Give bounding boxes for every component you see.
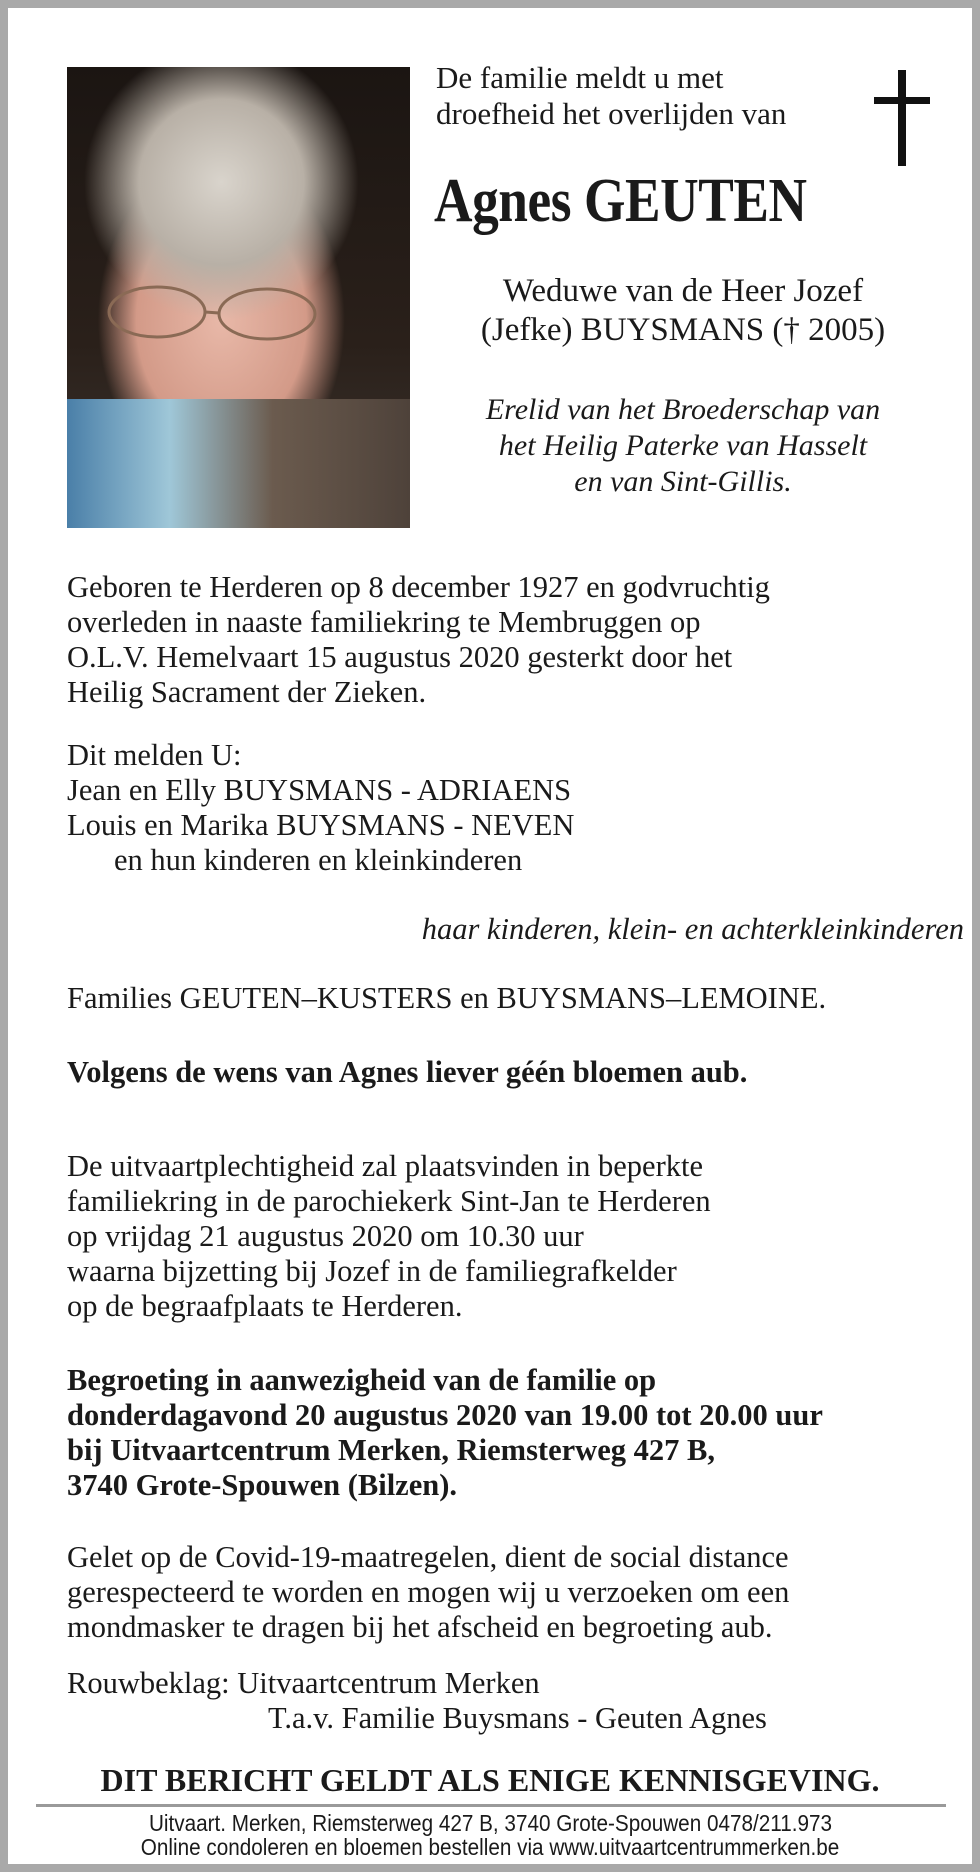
covid-paragraph bbox=[67, 1540, 789, 1645]
text-line: waarna bijzetting bij Jozef in de familiegrafkelder bbox=[67, 1254, 677, 1288]
portrait-photo bbox=[67, 67, 410, 528]
widow-text bbox=[436, 272, 930, 350]
divider bbox=[36, 1804, 946, 1807]
intro-line: De familie meldt u met bbox=[436, 60, 724, 95]
intro-line: droefheid het overlijden van bbox=[436, 96, 787, 131]
families-line: Families GEUTEN–KUSTERS en BUYSMANS–LEMOINE. bbox=[67, 981, 827, 1015]
footer-website-link[interactable]: Online condoleren en bloemen bestellen via www.uitvaartcentrummerken.be bbox=[140, 1834, 840, 1860]
text-line: overleden in naaste familiekring te Membruggen op bbox=[67, 605, 701, 639]
obituary-notice bbox=[8, 8, 972, 1864]
widow-line: (Jefke) BUYSMANS († 2005) bbox=[480, 312, 886, 348]
footer-website[interactable] bbox=[8, 1835, 972, 1859]
text-line: familiekring in de parochiekerk Sint-Jan te Herderen bbox=[67, 1184, 711, 1218]
text-line: T.a.v. Familie Buysmans - Geuten Agnes bbox=[268, 1701, 767, 1735]
honor-line: het Heilig Paterke van Hasselt bbox=[498, 429, 868, 462]
text-line: en hun kinderen en kleinkinderen bbox=[114, 843, 523, 877]
honor-line: Erelid van het Broederschap van bbox=[485, 393, 881, 426]
text-line: op vrijdag 21 augustus 2020 om 10.30 uur bbox=[67, 1219, 584, 1253]
text-line: Rouwbeklag: Uitvaartcentrum Merken bbox=[67, 1666, 540, 1700]
text-line: bij Uitvaartcentrum Merken, Riemsterweg 427 B, bbox=[67, 1433, 715, 1467]
text-line: O.L.V. Hemelvaart 15 augustus 2020 gesterkt door het bbox=[67, 640, 733, 674]
text-line: mondmasker te dragen bij het afscheid en begroeting aub. bbox=[67, 1610, 773, 1644]
text-line: Heilig Sacrament der Zieken. bbox=[67, 675, 427, 709]
funeral-paragraph bbox=[67, 1149, 711, 1324]
cross-icon bbox=[874, 70, 930, 166]
photo-glasses bbox=[102, 282, 332, 342]
final-notice: DIT BERICHT GELDT ALS ENIGE KENNISGEVING. bbox=[100, 1762, 880, 1798]
text-line: Geboren te Herderen op 8 december 1927 en godvruchtig bbox=[67, 570, 770, 604]
deceased-name: Agnes GEUTEN bbox=[434, 167, 807, 235]
grandchildren-line: haar kinderen, klein- en achterkleinkinderen bbox=[421, 912, 964, 946]
text-line: Begroeting in aanwezigheid van de familie op bbox=[67, 1363, 657, 1397]
text-line: op de begraafplaats te Herderen. bbox=[67, 1289, 463, 1323]
birth-death-paragraph bbox=[67, 570, 770, 710]
condolence-paragraph bbox=[67, 1666, 767, 1736]
intro-text bbox=[436, 60, 786, 132]
text-line: Dit melden U: bbox=[67, 738, 242, 772]
no-flowers-line: Volgens de wens van Agnes liever géén bloemen aub. bbox=[67, 1055, 748, 1089]
honorary-text bbox=[436, 392, 930, 500]
footer-address bbox=[8, 1811, 972, 1835]
text-line: De uitvaartplechtigheid zal plaatsvinden in beperkte bbox=[67, 1149, 704, 1183]
text-line: 3740 Grote-Spouwen (Bilzen). bbox=[67, 1468, 457, 1502]
announcers-paragraph bbox=[67, 738, 574, 878]
text-line: donderdagavond 20 augustus 2020 van 19.00 tot 20.00 uur bbox=[67, 1398, 823, 1432]
greeting-paragraph bbox=[67, 1363, 823, 1503]
photo-clothing bbox=[67, 399, 410, 528]
text-line: gerespecteerd te worden en mogen wij u verzoeken om een bbox=[67, 1575, 790, 1609]
footer-address-text: Uitvaart. Merken, Riemsterweg 427 B, 3740 Grote-Spouwen 0478/211.973 bbox=[148, 1810, 832, 1836]
text-line: Louis en Marika BUYSMANS - NEVEN bbox=[67, 808, 575, 842]
text-line: Gelet op de Covid-19-maatregelen, dient de social distance bbox=[67, 1540, 789, 1574]
text-line: Jean en Elly BUYSMANS - ADRIAENS bbox=[67, 773, 572, 807]
honor-line: en van Sint-Gillis. bbox=[574, 465, 792, 498]
widow-line: Weduwe van de Heer Jozef bbox=[502, 273, 864, 309]
